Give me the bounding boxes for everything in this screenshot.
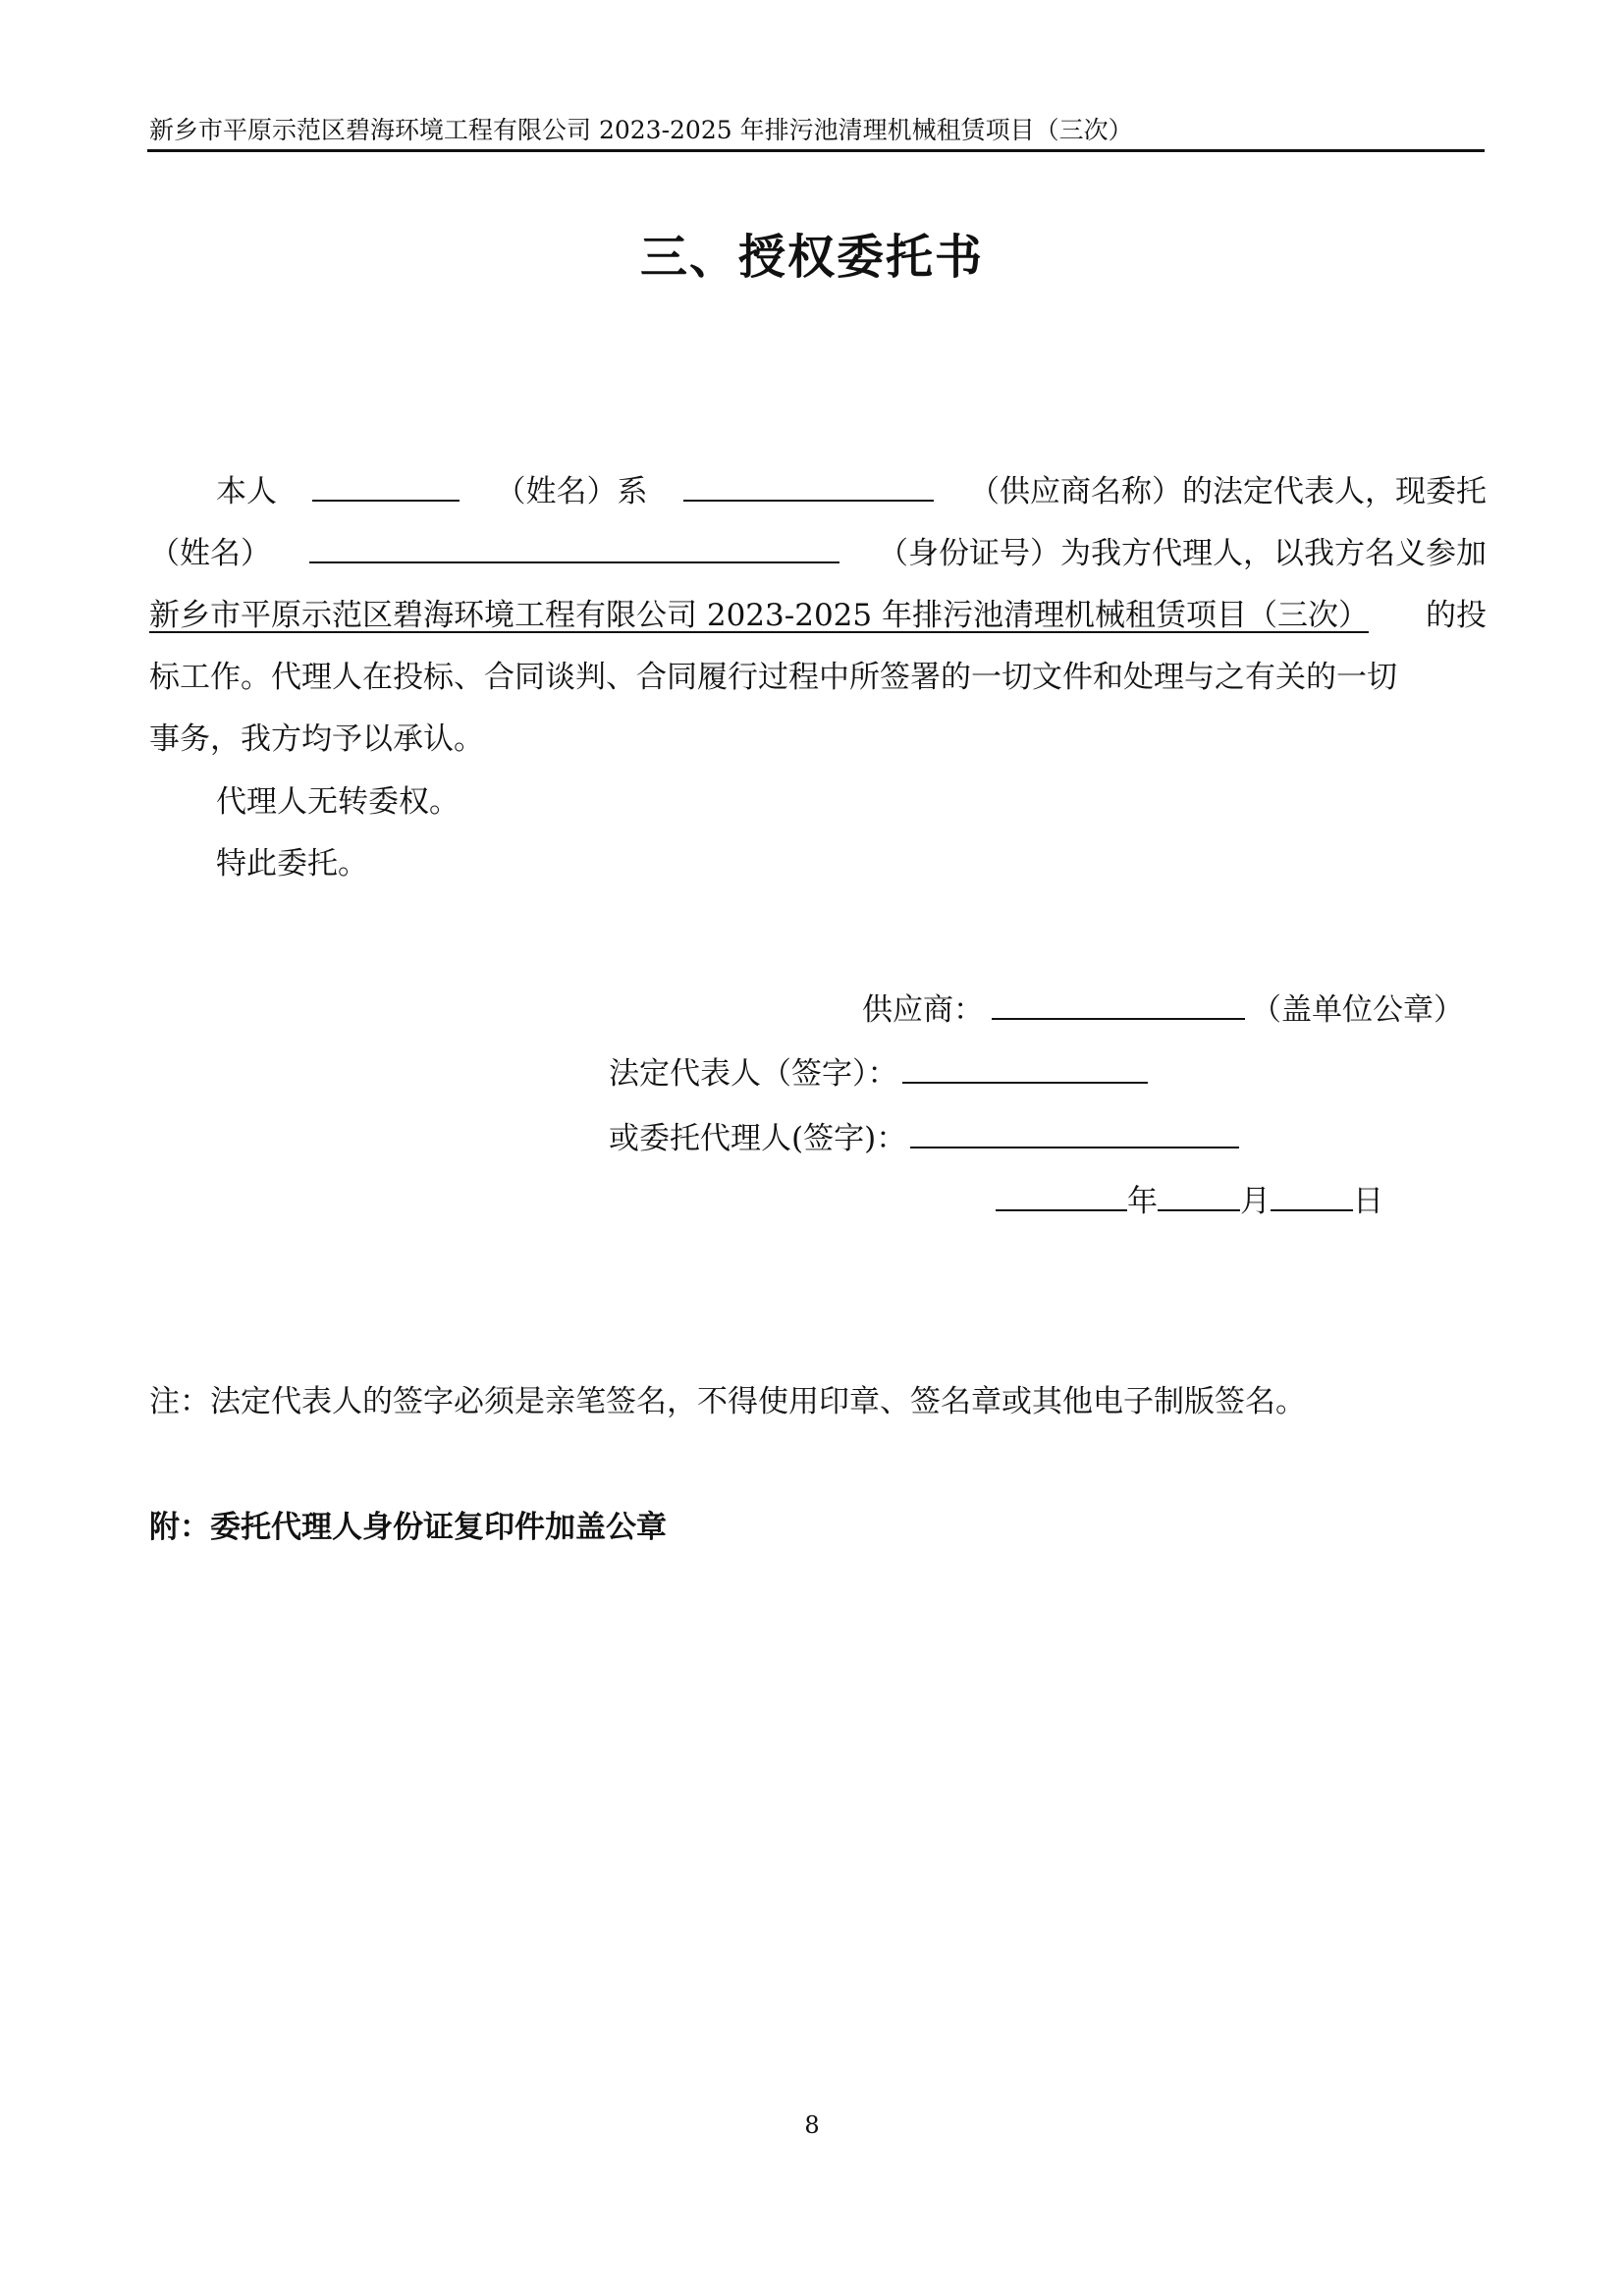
running-header: 新乡市平原示范区碧海环境工程有限公司 2023-2025 年排污池清理机械租赁项目（三次） bbox=[149, 116, 1133, 144]
month-blank[interactable] bbox=[1158, 1184, 1240, 1211]
legal-rep-signature-blank[interactable] bbox=[902, 1056, 1148, 1084]
date-row bbox=[996, 1182, 1383, 1221]
document-title: 三、授权委托书 bbox=[639, 230, 984, 285]
supplier-signature-row bbox=[862, 990, 1464, 1030]
name-blank[interactable] bbox=[312, 474, 460, 502]
agent-label: 或委托代理人(签字)： bbox=[609, 1121, 907, 1156]
no-sub-delegation-text: 代理人无转委权。 bbox=[216, 784, 460, 820]
hereby-entrust-text: 特此委托。 bbox=[216, 846, 368, 881]
text-legal-rep-entrust: （供应商名称）的法定代表人，现委托 bbox=[969, 474, 1487, 509]
supplier-seal-blank[interactable] bbox=[992, 992, 1245, 1020]
day-label: 日 bbox=[1353, 1184, 1383, 1219]
signature-note: 注：法定代表人的签字必须是亲笔签名，不得使用印章、签名章或其他电子制版签名。 bbox=[149, 1384, 1306, 1419]
supplier-label: 供应商： bbox=[862, 992, 984, 1028]
year-blank[interactable] bbox=[996, 1184, 1127, 1211]
month-label: 月 bbox=[1240, 1184, 1271, 1219]
day-blank[interactable] bbox=[1271, 1184, 1353, 1211]
text-name-label: （姓名） bbox=[149, 536, 271, 571]
supplier-name-blank[interactable] bbox=[683, 474, 934, 502]
text-ben-ren: 本人 bbox=[216, 474, 277, 509]
text-id-number-agent: （身份证号）为我方代理人，以我方名义参加 bbox=[878, 536, 1487, 571]
body-line-5: 事务，我方均予以承认。 bbox=[149, 721, 484, 757]
body-line-2 bbox=[149, 534, 1487, 573]
page-number: 8 bbox=[804, 2111, 820, 2139]
body-line-1 bbox=[216, 472, 1487, 511]
year-label: 年 bbox=[1127, 1184, 1158, 1219]
body-line-3 bbox=[149, 596, 1487, 635]
body-line-4: 标工作。代理人在投标、合同谈判、合同履行过程中所签署的一切文件和处理与之有关的一切 bbox=[149, 660, 1397, 695]
legal-rep-signature-row bbox=[609, 1054, 1148, 1094]
text-de-tou: 的投 bbox=[1426, 598, 1487, 633]
attachment-note: 附：委托代理人身份证复印件加盖公章 bbox=[149, 1510, 667, 1545]
agent-signature-row bbox=[609, 1119, 1239, 1158]
agent-name-blank[interactable] bbox=[309, 536, 839, 563]
text-name-xi: （姓名）系 bbox=[495, 474, 648, 509]
project-name: 新乡市平原示范区碧海环境工程有限公司 2023-2025 年排污池清理机械租赁项目（三次） bbox=[149, 598, 1369, 633]
seal-label: （盖单位公章） bbox=[1251, 992, 1464, 1028]
legal-rep-label: 法定代表人（签字）： bbox=[609, 1056, 898, 1092]
agent-signature-blank[interactable] bbox=[910, 1121, 1239, 1148]
header-divider bbox=[147, 149, 1485, 152]
